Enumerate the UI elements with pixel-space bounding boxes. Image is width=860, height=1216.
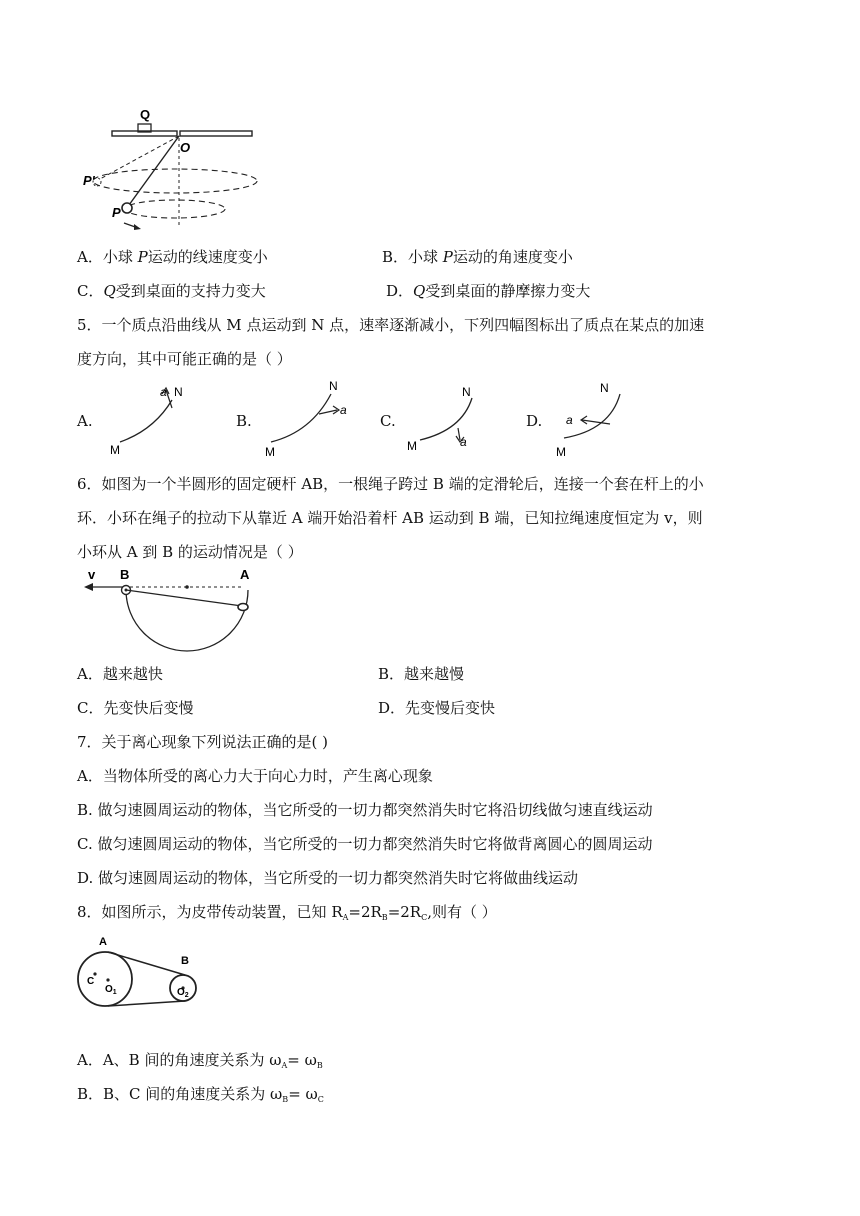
q6-stem-line1: 6．如图为一个半圆形的固定硬杆 AB，一根绳子跨过 B 端的定滑轮后，连接一个套在杆上的小 <box>77 475 704 493</box>
q5-option-d-letter: D. <box>526 412 543 430</box>
label-q: Q <box>140 107 151 122</box>
q5a-label-m: M <box>110 443 120 457</box>
q5-stem-line2: 度方向，其中可能正确的是（ ） <box>77 350 292 368</box>
q6-option-d: D．先变慢后变快 <box>378 699 496 717</box>
center-o1 <box>106 978 109 981</box>
q8-label-c: C <box>87 976 95 987</box>
q5-figure-c <box>404 382 494 457</box>
q6-label-a: A <box>240 567 250 582</box>
q4-option-c: C．Q受到桌面的支持力变大 <box>77 282 266 300</box>
q5d-label-a: a <box>566 413 573 427</box>
semicircle-rod <box>126 590 248 651</box>
q5a-label-a: a <box>160 385 167 399</box>
q8-stem: 8．如图所示，为皮带传动装置，已知 $R_A=2R_B=2R_C$,则有（ ） <box>77 903 497 922</box>
q5-option-a-letter: A. <box>77 412 93 430</box>
belt-top <box>108 952 185 975</box>
q4-figure <box>80 105 270 235</box>
q5b-label-a: a <box>340 403 347 417</box>
table-right-bar <box>180 131 252 136</box>
ball-p <box>122 203 132 213</box>
label-p-prime: P' <box>83 173 95 188</box>
q8-label-o1: $O_1$ <box>105 984 117 996</box>
q5-option-c-letter: C. <box>380 412 396 430</box>
q5-figure-a <box>106 382 186 457</box>
q4-option-d: D．Q受到桌面的静摩擦力变大 <box>386 282 591 300</box>
rope-to-ring <box>126 590 242 606</box>
q5-option-b-letter: B. <box>236 412 252 430</box>
q6-figure <box>80 564 265 659</box>
q7-stem: 7．关于离心现象下列说法正确的是( ) <box>77 733 329 751</box>
q7-option-b: B. 做匀速圆周运动的物体，当它所受的一切力都突然消失时它将沿切线做匀速直线运动 <box>77 801 653 819</box>
q7-option-c: C. 做匀速圆周运动的物体，当它所受的一切力都突然消失时它将做背离圆心的圆周运动 <box>77 835 653 853</box>
q5d-label-m: M <box>556 445 566 459</box>
ring <box>238 604 248 611</box>
label-p: P <box>112 205 121 220</box>
q4-option-b: B．小球 P运动的角速度变小 <box>382 248 573 266</box>
q5c-label-m: M <box>407 439 417 453</box>
q5-figure-d <box>548 380 643 460</box>
q5b-label-m: M <box>265 445 275 459</box>
label-o: O <box>180 140 191 155</box>
center-dot <box>185 585 189 589</box>
q6-option-c: C．先变快后变慢 <box>77 699 194 717</box>
q8-option-a: A．A、B 间的角速度关系为 $\omega_A= \omega_B$ <box>77 1051 323 1070</box>
q6-stem-line3: 小环从 A 到 B 的运动情况是（ ） <box>77 543 303 561</box>
rope-arrow <box>84 583 93 591</box>
q5d-label-n: N <box>600 381 609 395</box>
q8-label-b: B <box>181 955 189 967</box>
q7-option-a: A．当物体所受的离心力大于向心力时，产生离心现象 <box>77 767 433 785</box>
string-to-p-prime <box>100 136 179 179</box>
q6-label-b: B <box>120 567 130 582</box>
q5-stem-line1: 5．一个质点沿曲线从 M 点运动到 N 点，速率逐渐减小，下列四幅图标出了质点在某点的加速 <box>77 316 705 334</box>
q6-option-b: B．越来越慢 <box>378 665 465 683</box>
q8-label-a: A <box>99 936 107 948</box>
q5a-label-n: N <box>174 385 183 399</box>
upper-orbit <box>93 169 257 193</box>
q8-option-b: B．B、C 间的角速度关系为 $\omega_B= \omega_C$ <box>77 1085 324 1104</box>
q4-option-a: A．小球 P运动的线速度变小 <box>77 248 268 266</box>
lower-orbit <box>125 200 225 218</box>
motion-arrow-head <box>134 224 141 230</box>
q6-label-v: v <box>88 567 96 582</box>
q6-option-a: A．越来越快 <box>77 665 163 683</box>
q5b-label-n: N <box>329 380 338 393</box>
q6-stem-line2: 环．小环在绳子的拉动下从靠近 A 端开始沿着杆 AB 运动到 B 端，已知拉绳速度恒定为 v，则 <box>77 509 703 527</box>
q8-label-o2: $O_2$ <box>177 987 189 999</box>
q5-figure-b <box>263 380 353 460</box>
q7-option-d: D. 做匀速圆周运动的物体，当它所受的一切力都突然消失时它将做曲线运动 <box>77 869 579 887</box>
q5c-label-n: N <box>462 385 471 399</box>
q8-figure <box>75 933 205 1013</box>
q5c-label-a: a <box>460 435 467 449</box>
